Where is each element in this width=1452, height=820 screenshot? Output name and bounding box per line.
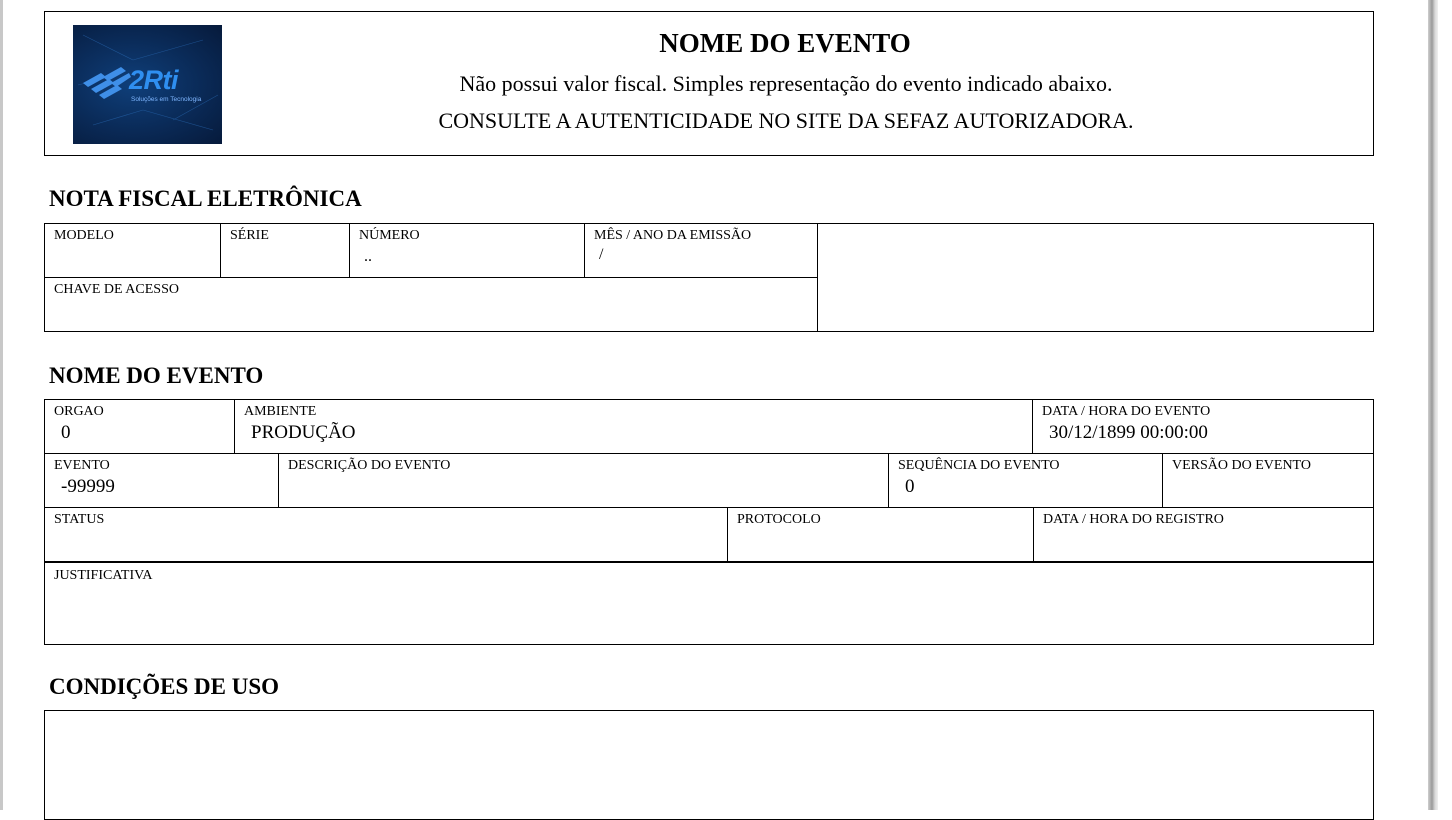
orgao-value: 0 [61, 422, 71, 443]
numero-label: NÚMERO [359, 228, 420, 243]
company-logo [73, 25, 222, 144]
evento-value: -99999 [61, 476, 115, 497]
descricao-evento-cell [278, 453, 889, 508]
justificativa-cell [44, 562, 1374, 645]
status-label: STATUS [54, 512, 105, 527]
data-hora-evento-label: DATA / HORA DO EVENTO [1042, 404, 1211, 419]
evento-label: EVENTO [54, 458, 110, 473]
protocolo-label: PROTOCOLO [737, 512, 821, 527]
ambiente-cell [234, 399, 1033, 454]
sequencia-evento-value: 0 [905, 476, 915, 497]
sequencia-evento-cell [888, 453, 1163, 508]
chave-acesso-label: CHAVE DE ACESSO [54, 282, 179, 297]
mes-ano-cell [584, 223, 818, 278]
sequencia-evento-label: SEQUÊNCIA DO EVENTO [898, 458, 1060, 473]
serie-cell [220, 223, 350, 278]
logo-wordmark: 2Rti [129, 65, 179, 95]
data-hora-evento-value: 30/12/1899 00:00:00 [1049, 422, 1208, 443]
numero-value: .. [364, 248, 372, 265]
chave-acesso-cell [44, 277, 818, 332]
ambiente-value: PRODUÇÃO [251, 422, 356, 443]
condicoes-section-title: CONDIÇÕES DE USO [49, 674, 280, 699]
orgao-cell [44, 399, 235, 454]
mes-ano-label: MÊS / ANO DA EMISSÃO [594, 228, 752, 243]
ambiente-label: AMBIENTE [244, 404, 317, 419]
evento-cell [44, 453, 279, 508]
nfe-section-title: NOTA FISCAL ELETRÔNICA [49, 186, 362, 211]
page-right-shadow [1428, 0, 1438, 810]
status-cell [44, 507, 728, 562]
versao-evento-label: VERSÃO DO EVENTO [1172, 458, 1311, 473]
descricao-evento-label: DESCRIÇÃO DO EVENTO [288, 458, 451, 473]
document-title: NOME DO EVENTO [659, 28, 911, 58]
data-hora-evento-cell [1032, 399, 1374, 454]
modelo-cell [44, 223, 221, 278]
data-hora-registro-cell [1033, 507, 1374, 562]
logo-tagline: Soluções em Tecnologia [131, 96, 202, 103]
numero-cell [349, 223, 585, 278]
serie-label: SÉRIE [230, 228, 269, 243]
disclaimer-text: Não possui valor fiscal. Simples representação do evento indicado abaixo. [459, 71, 1113, 96]
justificativa-label: JUSTIFICATIVA [54, 568, 153, 583]
versao-evento-cell [1162, 453, 1374, 508]
evento-section-title: NOME DO EVENTO [49, 363, 264, 388]
authenticity-notice: CONSULTE A AUTENTICIDADE NO SITE DA SEFAZ AUTORIZADORA. [438, 108, 1134, 133]
page-left-edge [0, 0, 3, 810]
condicoes-box [44, 710, 1374, 820]
mes-ano-value: / [599, 246, 604, 263]
modelo-label: MODELO [54, 228, 114, 243]
barcode-area [817, 223, 1374, 332]
protocolo-cell [727, 507, 1034, 562]
data-hora-registro-label: DATA / HORA DO REGISTRO [1043, 512, 1224, 527]
orgao-label: ORGAO [54, 404, 104, 419]
